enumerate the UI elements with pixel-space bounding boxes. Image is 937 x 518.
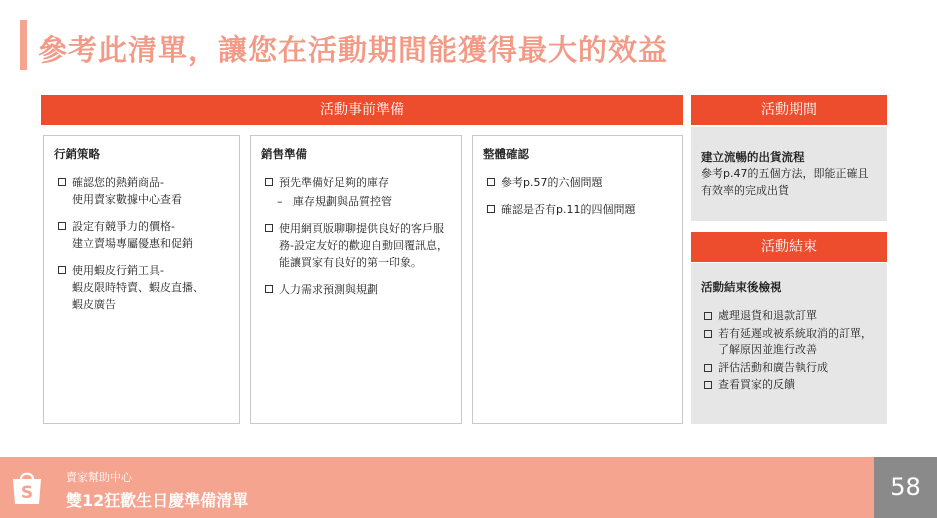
during-panel-title: 建立流暢的出貨流程 bbox=[701, 150, 805, 164]
sub-item-text: 庫存規劃與品質控管 bbox=[293, 194, 392, 208]
checkbox-icon bbox=[487, 178, 495, 186]
item-text: 確認是否有p.11的四個問題 bbox=[501, 202, 636, 216]
svg-text:S: S bbox=[20, 483, 34, 503]
marketing-title: 行銷策略 bbox=[54, 147, 100, 161]
checklist-item bbox=[704, 360, 877, 377]
checklist-item bbox=[704, 308, 877, 325]
item-text: 評估活動和廣告執行成 bbox=[718, 360, 828, 374]
checkbox-icon bbox=[58, 178, 66, 186]
footer-title: 雙12狂歡生日慶準備清單 bbox=[66, 491, 249, 510]
end-panel-title: 活動結束後檢視 bbox=[701, 280, 782, 294]
item-text: 人力需求預測與規劃 bbox=[279, 283, 378, 297]
item-text: 確認您的熱銷商品- 使用賣家數據中心查看 bbox=[72, 175, 182, 206]
checkbox-icon bbox=[704, 381, 712, 389]
checkbox-icon bbox=[265, 178, 273, 186]
end-panel bbox=[691, 263, 887, 424]
footer-subtitle: 賣家幫助中心 bbox=[66, 471, 132, 484]
item-text: 參考p.57的六個問題 bbox=[501, 175, 603, 189]
during-panel-body: 參考p.47的五個方法，即能正確且有效率的完成出貨 bbox=[701, 167, 869, 197]
sub-item bbox=[265, 193, 451, 210]
checklist-item bbox=[487, 201, 672, 218]
header-prep: 活動事前準備 bbox=[41, 95, 683, 125]
header-during: 活動期間 bbox=[691, 95, 887, 125]
checkbox-icon bbox=[265, 224, 273, 232]
item-text: 處理退貨和退款訂單 bbox=[718, 309, 817, 323]
sales-title: 銷售準備 bbox=[261, 147, 307, 161]
dash-bullet: – bbox=[277, 194, 283, 208]
title-accent-bar bbox=[20, 20, 27, 70]
sales-column bbox=[250, 135, 462, 424]
footer-bar bbox=[0, 457, 874, 518]
checklist-item bbox=[265, 220, 451, 271]
page-number: 58 bbox=[874, 457, 937, 518]
item-text: 使用蝦皮行銷工具- 蝦皮限時特賣、蝦皮直播、 蝦皮廣告 bbox=[72, 264, 204, 312]
checkbox-icon bbox=[58, 222, 66, 230]
during-panel bbox=[691, 127, 887, 221]
checklist-item bbox=[704, 377, 877, 394]
checklist-item bbox=[58, 174, 229, 208]
header-end: 活動結束 bbox=[691, 232, 887, 262]
checklist-item bbox=[487, 174, 672, 191]
checkbox-icon bbox=[487, 205, 495, 213]
shopee-bag-icon bbox=[10, 470, 44, 506]
item-text: 預先準備好足夠的庫存 bbox=[279, 175, 389, 189]
item-text: 設定有競爭力的價格- 建立賣場專屬優惠和促銷 bbox=[72, 219, 193, 250]
overall-title: 整體確認 bbox=[483, 147, 529, 161]
checklist-item bbox=[265, 281, 451, 298]
checklist-item bbox=[704, 326, 877, 359]
checkbox-icon bbox=[58, 266, 66, 274]
checklist-item bbox=[58, 262, 229, 313]
marketing-column bbox=[43, 135, 240, 424]
item-text: 若有延遲或被系統取消的訂單，了解原因並進行改善 bbox=[718, 326, 872, 357]
item-text: 使用網頁版聊聊提供良好的客戶服務-設定友好的歡迎自動回覆訊息，能讓買家有良好的第一印象。 bbox=[279, 221, 448, 269]
checklist-item bbox=[265, 174, 451, 191]
item-text: 查看買家的反饋 bbox=[718, 378, 795, 392]
checkbox-icon bbox=[265, 285, 273, 293]
checkbox-icon bbox=[704, 312, 712, 320]
overall-column bbox=[472, 135, 683, 424]
checkbox-icon bbox=[704, 330, 712, 338]
checklist-item bbox=[58, 218, 229, 252]
checkbox-icon bbox=[704, 364, 712, 372]
page-title: 參考此清單，讓您在活動期間能獲得最大的效益 bbox=[38, 33, 669, 67]
